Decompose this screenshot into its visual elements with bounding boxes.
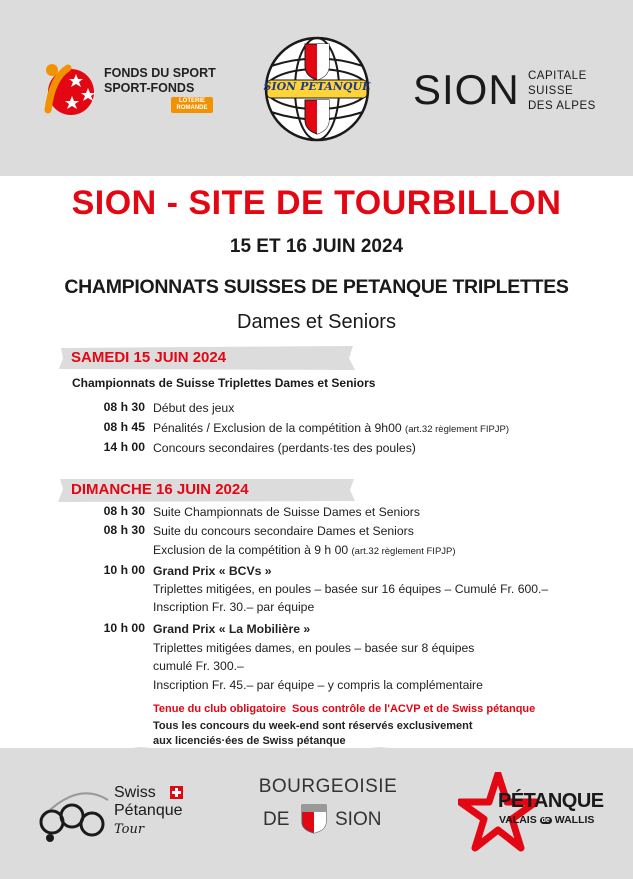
schedule-time: 08 h 45 xyxy=(103,420,145,434)
saturday-label: SAMEDI 15 JUIN 2024 xyxy=(71,349,227,366)
main-title: SION - SITE DE TOURBILLON xyxy=(71,184,562,222)
pvw-subtitle: VALAIS de WALLIS xyxy=(499,814,595,826)
schedule-text-with-note: Pénalités / Exclusion de la compétition à 9h00 (art.32 règlement FIPJP) xyxy=(153,421,510,435)
fonds-du-sport-logo xyxy=(38,58,238,120)
schedule-text: Triplettes mitigées, en poules – basée sur 16 équipes – Cumulé Fr. 600.– xyxy=(153,582,549,596)
schedule-time: 08 h 30 xyxy=(103,400,145,414)
event-dates: 15 ET 16 JUIN 2024 xyxy=(229,236,404,257)
sion-tagline-1: CAPITALE xyxy=(528,70,587,82)
petanque-valais-wallis-logo xyxy=(458,772,608,852)
swiss-cross-icon xyxy=(170,786,183,799)
fonds-stars-icon xyxy=(38,58,104,120)
grand-prix-mobiliere-title: Grand Prix « La Mobilière » xyxy=(153,622,311,636)
schedule-text: Concours secondaires (perdants·tes des poules) xyxy=(153,441,416,455)
saturday-heading: Championnats de Suisse Triplettes Dames et Seniors xyxy=(72,376,376,390)
bourgeoisie-de: DE xyxy=(263,809,290,830)
players-icon xyxy=(36,780,112,846)
bourgeoisie-de-sion-logo xyxy=(248,776,408,836)
schedule-text: Triplettes mitigées dames, en poules – basée sur 8 équipes xyxy=(153,641,475,655)
bourgeoisie-word: BOURGEOISIE xyxy=(258,776,398,797)
schedule-time: 10 h 00 xyxy=(103,563,145,577)
swiss-line1: Swiss xyxy=(114,784,156,801)
schedule-text: Début des jeux xyxy=(153,401,235,415)
schedule-text: Inscription Fr. 45.– par équipe – y compris la complémentaire xyxy=(153,678,483,692)
schedule-text-with-note: Exclusion de la compétition à 9 h 00 (art.32 règlement FIPJP) xyxy=(153,543,456,557)
saturday-banner xyxy=(57,345,357,371)
swiss-line2: Pétanque xyxy=(114,802,183,819)
header-torn-edge xyxy=(0,160,633,184)
footer-torn-edge xyxy=(0,740,633,762)
bourgeoisie-sion: SION xyxy=(335,809,382,830)
swiss-tour: Tour xyxy=(114,822,145,837)
petanque-logo-text: SION PÉTANQUE xyxy=(263,80,371,93)
sion-petanque-logo xyxy=(259,36,375,142)
swiss-petanque-tour-logo xyxy=(36,780,206,846)
grand-prix-bcvs-title: Grand Prix « BCVs » xyxy=(153,564,272,578)
license-notice-1: Tous les concours du week-end sont réservés exclusivement xyxy=(153,720,473,732)
sion-tagline-2: SUISSE xyxy=(528,85,574,97)
license-notice-2: aux licenciés·ées de Swiss pétanque xyxy=(153,735,346,747)
sion-shield-icon xyxy=(301,804,327,834)
supervision-notice: Sous contrôle de l'ACVP et de Swiss pétanque xyxy=(292,703,536,715)
schedule-time: 08 h 30 xyxy=(103,523,145,537)
sunday-label: DIMANCHE 16 JUIN 2024 xyxy=(71,481,249,498)
schedule-text: Suite du concours secondaire Dames et Seniors xyxy=(153,524,414,538)
dress-code-notice: Tenue du club obligatoire xyxy=(153,703,287,715)
schedule-text: Suite Championnats de Suisse Dames et Seniors xyxy=(153,505,420,519)
pvw-title: PÉTANQUE xyxy=(498,790,604,812)
sion-tagline-3: DES ALPES xyxy=(528,100,596,112)
championship-subtitle: Dames et Seniors xyxy=(237,311,396,333)
sion-capitale-logo xyxy=(413,62,613,122)
fonds-line1: FONDS DU SPORT xyxy=(104,66,216,80)
fonds-line2: SPORT-FONDS xyxy=(104,81,195,95)
loterie-romande-badge: LOTERIE ROMANDE xyxy=(171,97,213,113)
schedule-text: Inscription Fr. 30.– par équipe xyxy=(153,600,315,614)
sion-wordmark: SION xyxy=(413,66,520,113)
schedule-time: 10 h 00 xyxy=(103,621,145,635)
schedule-time: 08 h 30 xyxy=(103,504,145,518)
sunday-banner xyxy=(57,477,357,503)
championship-title: CHAMPIONNATS SUISSES DE PETANQUE TRIPLETTES xyxy=(64,276,569,298)
schedule-time: 14 h 00 xyxy=(103,440,145,454)
schedule-text: cumulé Fr. 300.– xyxy=(153,659,244,673)
